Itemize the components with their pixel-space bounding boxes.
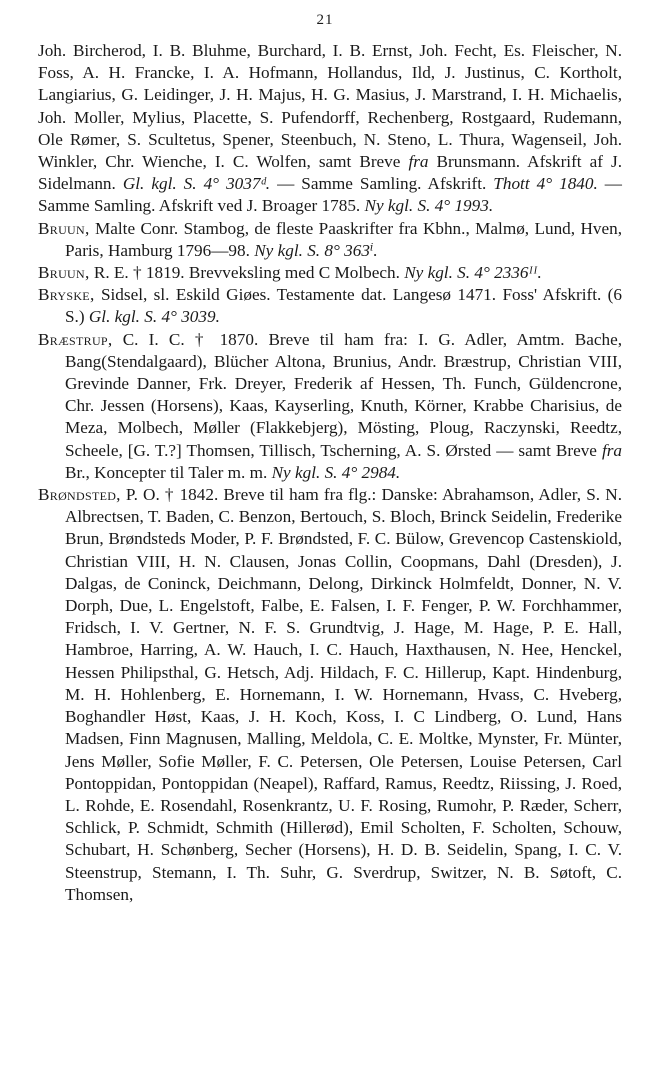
entry-text: Br., Koncepter til Taler m. m.: [65, 462, 272, 482]
page-number: 21: [316, 12, 334, 28]
entry-reference: Ny kgl. S. 8° 363ⁱ.: [254, 240, 378, 260]
entry-text: Malte Conr. Stambog, de fleste Paaskrifter fra Kbhn., Malmø, Lund, Hven, Paris, Hamburg 1796—98.: [65, 218, 622, 260]
register-entry-bruun-re: [38, 262, 622, 284]
entry-text: — Samme Samling. Afskrift.: [270, 174, 494, 194]
register-entries: [38, 40, 622, 906]
entry-surname: Bryske,: [38, 285, 95, 305]
register-entry-bryske: [38, 284, 622, 328]
register-entry-bruun-malte: [38, 218, 622, 262]
entry-reference: Ny kgl. S. 4° 2336ᴵᴵ.: [404, 263, 542, 283]
entry-text: P. O. † 1842. Breve til ham fra flg.: Danske: Abrahamson, Adler, S. N. Albrectsen, T. Baden, C. Benzon, Bertouch, S. Bloch, Brinck Seidelin, Frederike Brun, Brøndsteds Moder, P. F. Brøndsted, F. C. Bülow, Grevencop Castenskiold, Christian VIII, H. N. Clausen, Jonas Collin, Coopmans, Dahl (Dresden), J. Dalgas, de Coninck, Deichmann, Delong, Dirkinck Holmfeldt, Donner, N. V. Dorph, Due, L. Engelstoft, Falbe, E. Falsen, I. F. Fenger, P. W. Forchhammer, Fridsch, I. V. Gertner, N. F. S. Grundtvig, J. Hage, M. Hage, P. E. Hall, Hambroe, Harring, A. W. Hauch, I. C. Hauch, Haxthausen, N. Hee, Henckel, Hessen Philipsthal, G. Hetsch, Adj. Hildach, F. C. Hillerup, Kapt. Hindenburg, M. H. Hohlenberg, E. Hornemann, I. W. Hornemann, Hvass, C. Hveberg, Boghandler Høst, Kaas, J. H. Koch, Koss, I. C Lindberg, O. Lund, Hans Madsen, Finn Magnusen, Malling, Meldola, C. E. Moltke, Mynster, Fr. Münter, Jens Møller, Sofie Møller, F. C. Petersen, Ole Petersen, Louise Petersen, Carl Pontoppidan, Pontoppidan (Neapel), Raffard, Ramus, Reedtz, Riissing, J. Roed, L. Rohde, E. Rosendahl, Rosenkrantz, U. F. Rosing, Rumohr, P. Ræder, Scherr, Schlick, P. Schmidt, Schmith (Hillerød), Emil Scholten, F. Scholten, Schouw, Schubart, H. Schønberg, Secher (Horsens), H. D. B. Seidelin, Spang, I. C. V. Steenstrup, Stemann, I. Th. Suhr, G. Sverdrup, Switzer, N. B. Søtoft, C. Thomsen,: [65, 485, 622, 904]
entry-reference: Gl. kgl. S. 4° 3039.: [88, 307, 220, 327]
entry-reference: Ny kgl. S. 4° 2984.: [271, 462, 401, 482]
entry-surname: Bræstrup,: [38, 329, 113, 349]
entry-text: Sidsel, sl. Eskild Giøes. Testamente dat. Langesø 1471. Foss' Afskrift. (6 S.): [65, 285, 622, 327]
entry-text: Brunsmann. Afskrift af J. Sidelmann.: [38, 152, 622, 194]
register-entry-brondsted: [38, 484, 622, 906]
entry-text: C. I. C. † 1870. Breve til ham fra: I. G. Adler, Amtm. Bache, Bang(Stendalgaard), Blücher Altona, Brunius, Andr. Bræstrup, Christian VIII, Grevinde Danner, Frk. Dreyer, Frederik af Hessen, Th. Funch, Güldencrone, Chr. Jessen (Horsens), Kaas, Kayserling, Knuth, Körner, Krabbe Charisius, de Meza, Molbech, Møller (Flakkebjerg), Mösting, Ploug, Raczynski, Reedtz, Scheele, [G. T.?] Thomsen, Tillisch, Tscherning, A. S. Ørsted — samt Breve: [65, 329, 622, 460]
entry-text: R. E. † 1819. Brevveksling med C Molbech.: [89, 263, 405, 283]
entry-text: Joh. Bircherod, I. B. Bluhme, Burchard, I. B. Ernst, Joh. Fecht, Es. Fleischer, N. Foss, A. H. Francke, I. A. Hofmann, Hollandus, Ild, J. Justinus, C. Kortholt, Langiarius, G. Leidinger, J. H. Majus, H. G. Masius, J. Marstrand, I. H. Michaelis, Joh. Moller, Mylius, Placette, S. Pufendorff, Rechenberg, Rostgaard, Rudemann, Ole Rømer, S. Scultetus, Spener, Steenbuch, N. Steno, L. Thura, Wagenseil, Joh. Winkler, Chr. Wienche, I. C. Wolfen, samt Breve: [38, 41, 622, 172]
entry-reference: fra: [408, 152, 429, 172]
entry-surname: Brøndsted,: [38, 485, 121, 505]
register-entry-continuation: [38, 40, 622, 218]
entry-reference: fra: [601, 440, 622, 460]
entry-surname: Bruun,: [38, 218, 90, 238]
entry-reference: Thott 4° 1840.: [493, 174, 598, 194]
entry-text: — Samme Samling. Afskrift ved J. Broager 1785.: [38, 174, 622, 216]
entry-reference: Ny kgl. S. 4° 1993.: [364, 196, 494, 216]
entry-reference: Gl. kgl. S. 4° 3037ᵈ.: [122, 174, 271, 194]
entry-surname: Bruun,: [38, 263, 90, 283]
register-entry-braestrup: [38, 329, 622, 484]
